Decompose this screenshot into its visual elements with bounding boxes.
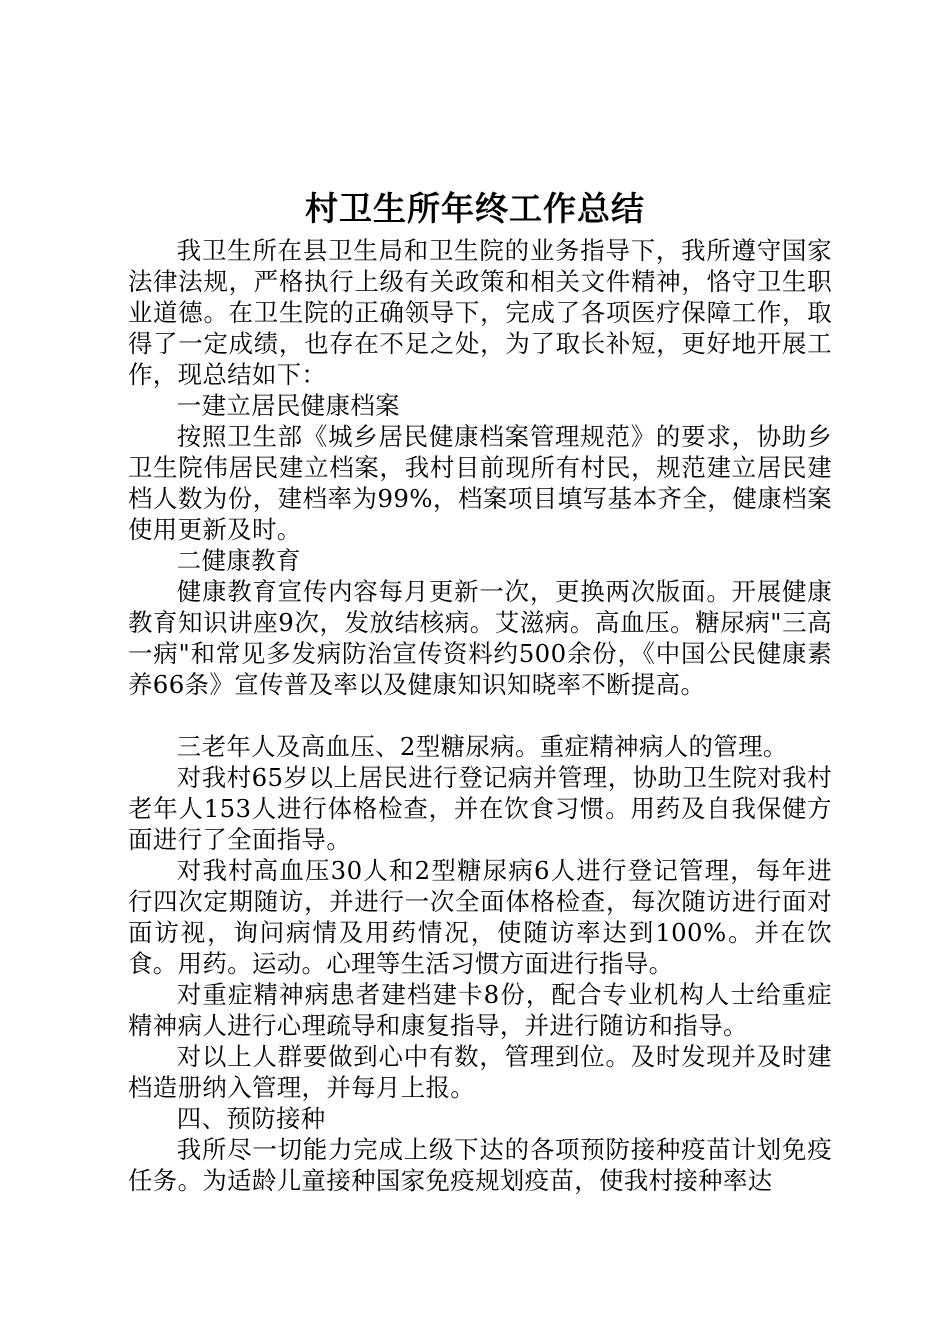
- body-paragraph: 对重症精神病患者建档建卡8份，配合专业机构人士给重症精神病人进行心理疏导和康复指导，并进行随访和指导。: [128, 980, 832, 1040]
- body-paragraph: 对以上人群要做到心中有数，管理到位。及时发现并及时建档造册纳入管理，并每月上报。: [128, 1042, 832, 1102]
- page-title: 村卫生所年终工作总结: [305, 189, 645, 228]
- section-heading: 三老年人及高血压、2型糖尿病。重症精神病人的管理。: [176, 732, 788, 761]
- body-paragraph: 健康教育宣传内容每月更新一次，更换两次版面。开展健康教育知识讲座9次，发放结核病。艾滋病。高血压。糖尿病"三高一病"和常见多发病防治宣传资料约500余份，《中国公民健康素养66条》宣传普及率以及健康知识知晓率不断提高。: [128, 577, 832, 699]
- blank-line: [128, 700, 832, 731]
- body-paragraph: 对我村65岁以上居民进行登记病并管理，协助卫生院对我村老年人153人进行体格检查，并在饮食习惯。用药及自我保健方面进行了全面指导。: [128, 763, 832, 854]
- section-heading: 二健康教育: [176, 546, 301, 575]
- section-heading: 一建立居民健康档案: [176, 391, 400, 420]
- body-paragraph: 我所尽一切能力完成上级下达的各项预防接种疫苗计划免疫任务。为适龄儿童接种国家免疫规划疫苗，使我村接种率达: [128, 1135, 832, 1195]
- body-paragraph: 对我村高血压30人和2型糖尿病6人进行登记管理，每年进行四次定期随访，并进行一次全面体格检查，每次随访进行面对面访视，询问病情及用药情况，使随访率达到100%。并在饮食。用药。运动。心理等生活习惯方面进行指导。: [128, 856, 832, 978]
- body-paragraph: 按照卫生部《城乡居民健康档案管理规范》的要求，协助乡卫生院伟居民建立档案，我村目前现所有村民，规范建立居民建档人数为份，建档率为99%，档案项目填写基本齐全，健康档案使用更新及时。: [128, 422, 832, 544]
- section-heading: 四、预防接种: [176, 1104, 326, 1133]
- document-body: [128, 235, 832, 1196]
- body-paragraph: 我卫生所在县卫生局和卫生院的业务指导下，我所遵守国家法律法规，严格执行上级有关政策和相关文件精神，恪守卫生职业道德。在卫生院的正确领导下，完成了各项医疗保障工作，取得了一定成绩，也存在不足之处，为了取长补短，更好地开展工作，现总结如下：: [128, 236, 832, 389]
